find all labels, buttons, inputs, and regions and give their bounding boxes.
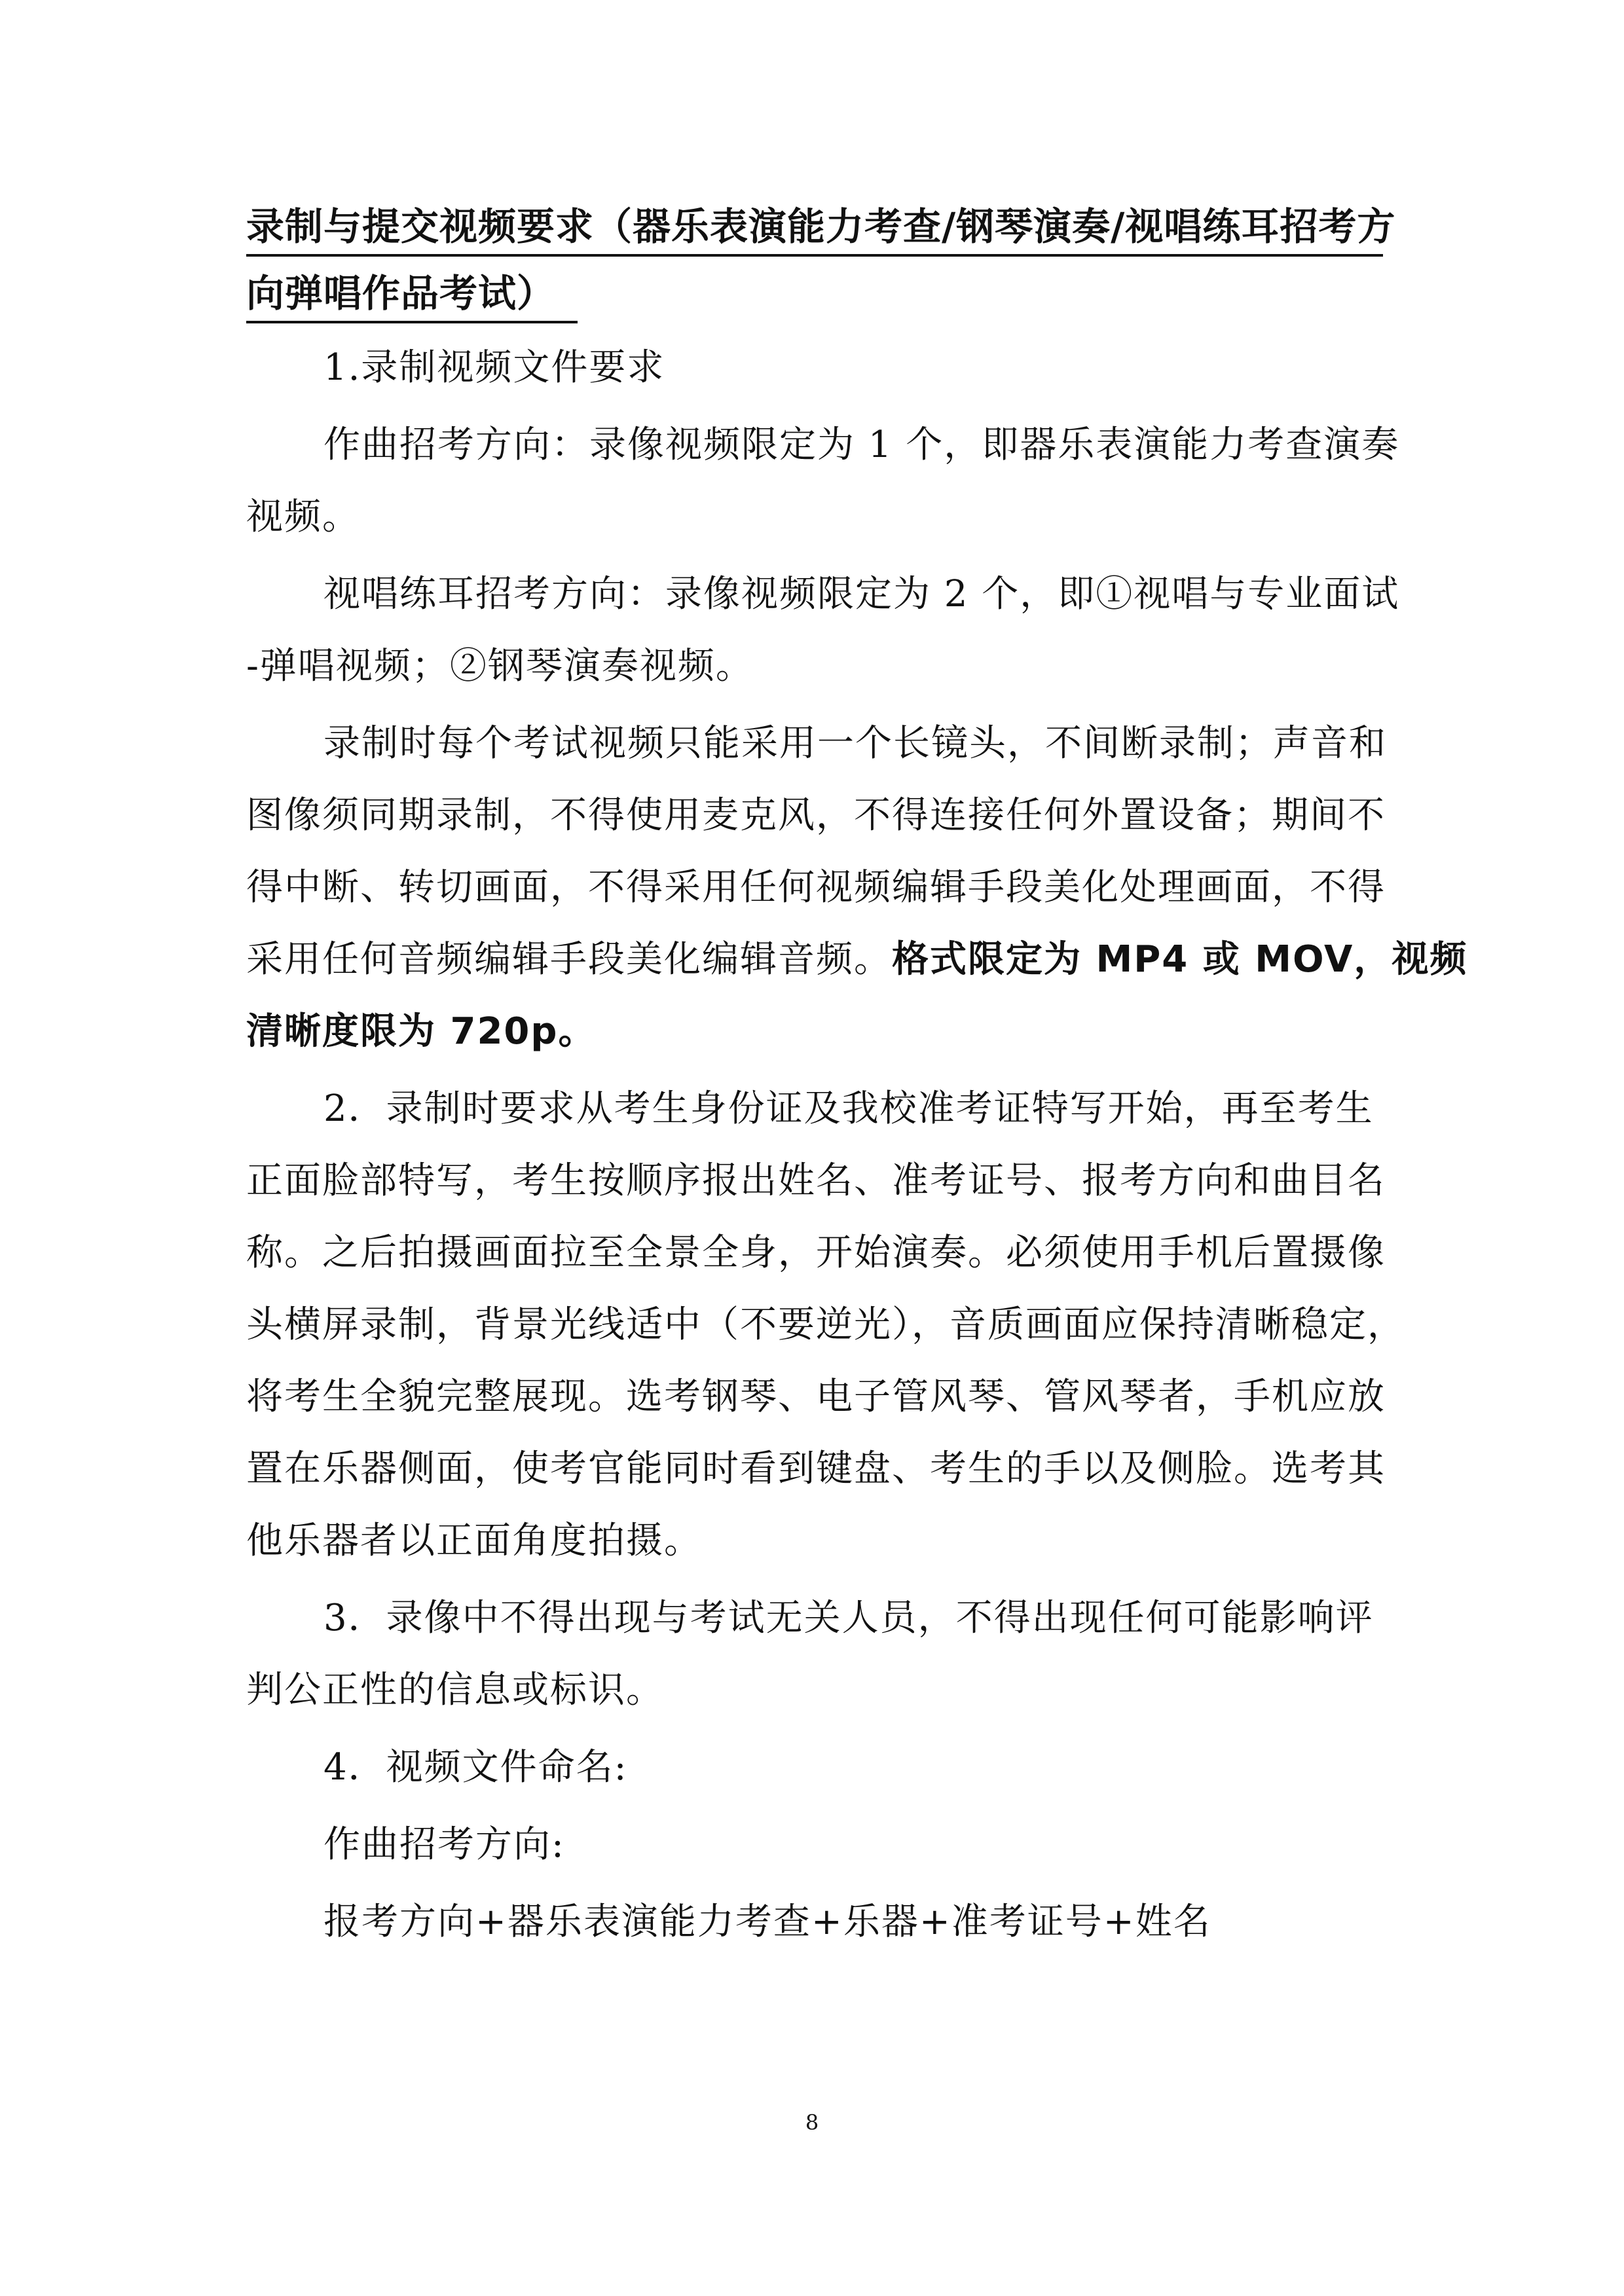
recording-rules-line-4 [246, 934, 1467, 986]
document-heading-line-1: 录制与提交视频要求（器乐表演能力考查/钢琴演奏/视唱练耳招考方 [246, 204, 1396, 249]
page-number: 8 [805, 2110, 819, 2135]
format-requirement-text: 格式限定为 MP4 或 MOV，视频 [892, 938, 1468, 981]
section-3-line-2: 判公正性的信息或标识。 [246, 1669, 664, 1711]
section-2-line-1: 2．录制时要求从考生身份证及我校准考证特写开始，再至考生 [323, 1087, 1374, 1130]
composition-requirement-line-2: 视频。 [246, 496, 360, 538]
section-2-line-7: 他乐器者以正面角度拍摄。 [246, 1520, 702, 1562]
section-2-line-2: 正面脸部特写，考生按顺序报出姓名、准考证号、报考方向和曲目名 [246, 1159, 1386, 1202]
section-2-line-4: 头横屏录制，背景光线适中（不要逆光），音质画面应保持清晰稳定， [246, 1303, 1405, 1346]
recording-rules-line-4-text: 采用任何音频编辑手段美化编辑音频。 [246, 938, 892, 981]
solfege-requirement-line-2: -弹唱视频；②钢琴演奏视频。 [246, 645, 754, 687]
composition-requirement-line-1: 作曲招考方向：录像视频限定为 1 个，即器乐表演能力考查演奏 [323, 424, 1400, 466]
recording-rules-line-2: 图像须同期录制，不得使用麦克风，不得连接任何外置设备；期间不 [246, 794, 1386, 837]
recording-rules-line-3: 得中断、转切画面，不得采用任何视频编辑手段美化处理画面，不得 [246, 866, 1386, 909]
file-naming-pattern: 报考方向+器乐表演能力考查+乐器+准考证号+姓名 [323, 1901, 1211, 1943]
section-4-subtitle: 作曲招考方向: [323, 1823, 565, 1866]
section-2-line-5: 将考生全貌完整展现。选考钢琴、电子管风琴、管风琴者，手机应放 [246, 1376, 1386, 1418]
document-heading-line-2: 向弹唱作品考试） [246, 271, 556, 316]
solfege-requirement-line-1: 视唱练耳招考方向：录像视频限定为 2 个，即①视唱与专业面试 [323, 573, 1400, 615]
section-2-line-6: 置在乐器侧面，使考官能同时看到键盘、考生的手以及侧脸。选考其 [246, 1448, 1386, 1490]
section-4-title: 4．视频文件命名: [323, 1746, 628, 1789]
section-2-line-3: 称。之后拍摄画面拉至全景全身，开始演奏。必须使用手机后置摄像 [246, 1231, 1386, 1274]
recording-rules-line-1: 录制时每个考试视频只能采用一个长镜头，不间断录制；声音和 [323, 722, 1387, 765]
resolution-requirement-text: 清晰度限为 720p。 [246, 1010, 597, 1053]
section-1-title: 1.录制视频文件要求 [323, 346, 665, 389]
heading-underline-1 [246, 254, 1383, 257]
section-3-line-1: 3．录像中不得出现与考试无关人员，不得出现任何可能影响评 [323, 1597, 1374, 1639]
heading-underline-2 [246, 321, 578, 323]
